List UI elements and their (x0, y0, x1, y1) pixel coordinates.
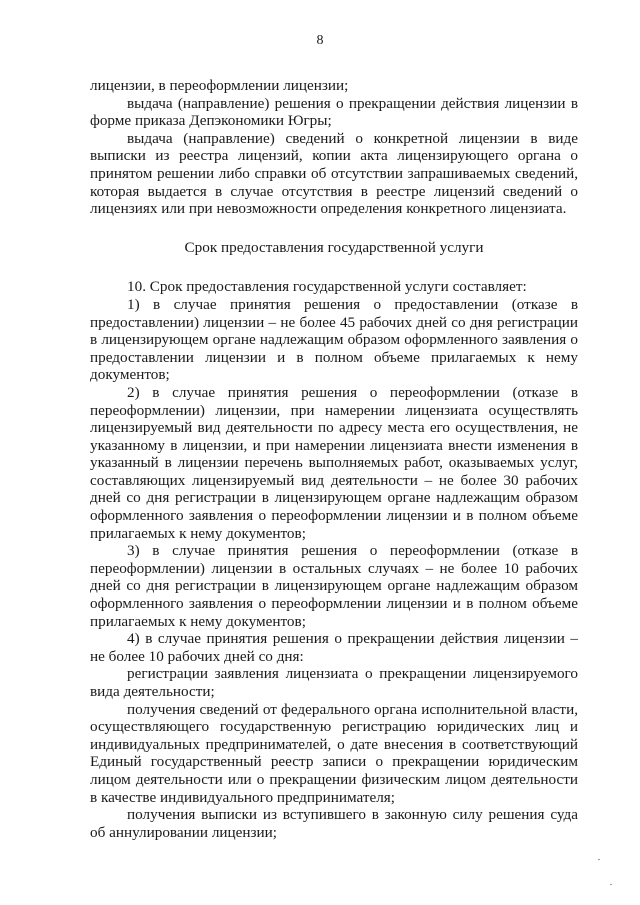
paragraph-federal-info: получения сведений от федерального органа исполнительной власти, осуществляющего государственную регистрацию юридических лиц и индивидуальных предпринимателей, о дате внесения в соответствующий Единый государственный реестр записи о прекращении юридическим лицом деятельности или о прекращении физическим лицом деятельности в качестве индивидуального предпринимателя; (90, 700, 578, 806)
section-heading: Срок предоставления государственной услуги (184, 238, 484, 256)
paragraph-subitem-4: 4) в случае принятия решения о прекращении действия лицензии – не более 10 рабочих дней со дня: (90, 630, 578, 665)
paragraph-registration: регистрации заявления лицензиата о прекращении лицензируемого вида деятельности; (90, 665, 578, 700)
scan-speck (598, 859, 600, 860)
paragraph-subitem-3: 3) в случае принятия решения о переоформлении (отказе в переоформлении) лицензии в остальных случаях – не более 10 рабочих дней со дня регистрации в лицензирующем органе надлежащим образом оформленного заявления о переоформлении лицензии и в полном объеме прилагаемых к нему документов; (90, 542, 578, 630)
paragraph-court-decision: получения выписки из вступившего в законную силу решения суда об аннулировании лицензии; (90, 806, 578, 841)
page-body (90, 77, 578, 841)
paragraph-continuation: лицензии, в переоформлении лицензии; (90, 77, 349, 94)
paragraph-subitem-2: 2) в случае принятия решения о переоформлении (отказе в переоформлении) лицензии, при намерении лицензиата осуществлять лицензируемый вид деятельности по адресу места его осуществления, не указанному в лицензии, и при намерении лицензиата внести изменения в указанный в лицензии перечень выполняемых работ, оказываемых услуг, составляющих лицензируемый вид деятельности – не более 30 рабочих дней со дня регистрации в лицензирующем органе надлежащим образом оформленного заявления о переоформлении лицензии и в полном объеме прилагаемых к нему документов; (90, 383, 578, 542)
paragraph-item-10: 10. Срок предоставления государственной услуги составляет: (127, 278, 527, 296)
paragraph-license-info: выдача (направление) сведений о конкретной лицензии в виде выписки из реестра лицензий, копии акта лицензирующего органа о принятом решении либо справки об отсутствии запрашиваемых сведений, которая выдается в случае отсутствия в реестре лицензий сведений о лицензиях или при невозможности определения конкретного лицензиата. (90, 129, 578, 218)
scan-speck (610, 884, 612, 885)
page-number: 8 (316, 33, 324, 48)
paragraph-decision-termination: выдача (направление) решения о прекращении действия лицензии в форме приказа Депэкономики Югры; (90, 94, 578, 130)
paragraph-subitem-1: 1) в случае принятия решения о предоставлении (отказе в предоставлении) лицензии – не более 45 рабочих дней со дня регистрации в лицензирующем органе надлежащим образом оформленного заявления о предоставлении лицензии и в полном объеме прилагаемых к нему документов; (90, 295, 578, 384)
